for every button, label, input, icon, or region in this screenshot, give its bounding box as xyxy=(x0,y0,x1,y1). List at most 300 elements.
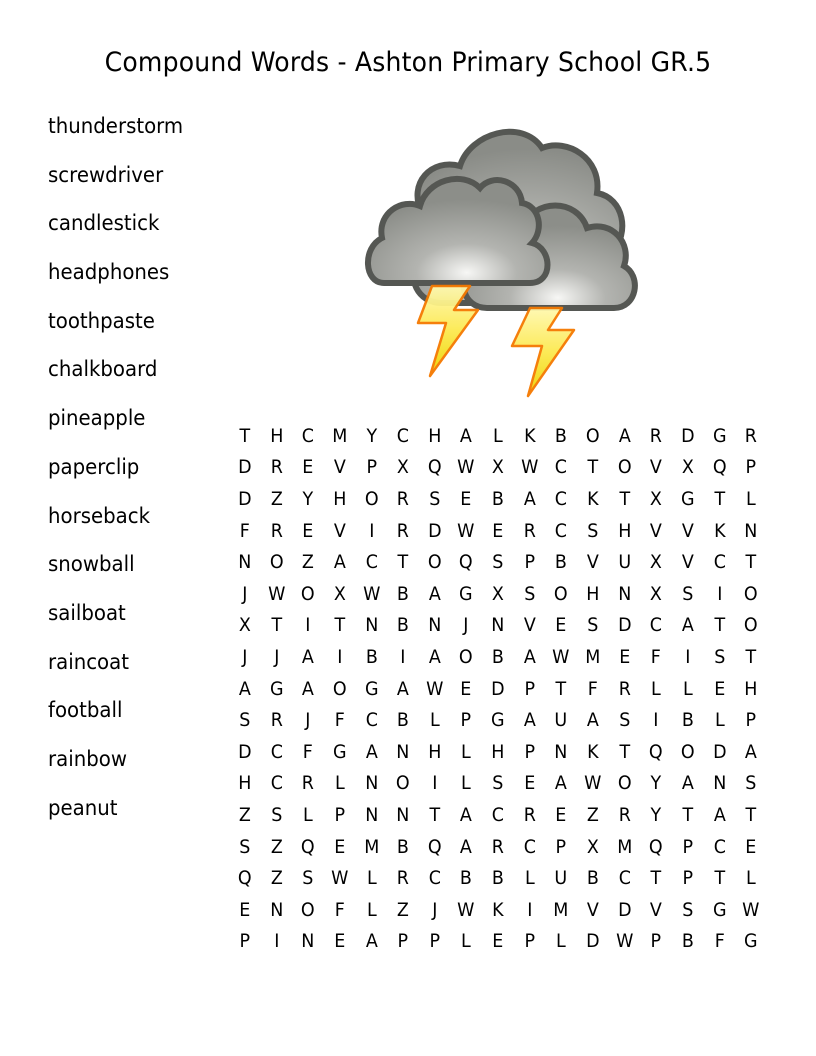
grid-cell[interactable]: C xyxy=(365,709,378,732)
grid-cell[interactable]: B xyxy=(365,645,378,668)
grid-cell[interactable]: K xyxy=(492,898,504,921)
grid-cell[interactable]: S xyxy=(618,709,631,732)
grid-cell[interactable]: X xyxy=(238,614,251,637)
grid-cell[interactable]: W xyxy=(362,582,381,605)
grid-cell[interactable]: B xyxy=(586,867,599,890)
grid-cell[interactable]: N xyxy=(617,582,632,605)
grid-cell[interactable]: C xyxy=(491,803,505,826)
grid-cell[interactable]: E xyxy=(555,803,567,826)
grid-cell[interactable]: B xyxy=(681,709,694,732)
word-list-item: peanut xyxy=(48,795,118,820)
front-cloud xyxy=(368,179,548,283)
grid-cell[interactable]: M xyxy=(616,835,633,858)
grid-cell[interactable]: Q xyxy=(712,456,727,479)
grid-cell[interactable]: M xyxy=(332,424,348,447)
grid-cell[interactable]: G xyxy=(491,709,505,732)
grid-cell[interactable]: T xyxy=(714,867,725,890)
grid-cell[interactable]: O xyxy=(427,551,442,574)
grid-cell[interactable]: I xyxy=(432,772,438,795)
grid-cell[interactable]: A xyxy=(365,740,378,763)
grid-cell[interactable]: B xyxy=(460,867,473,890)
grid-cell[interactable]: M xyxy=(585,645,601,668)
grid-cell[interactable]: N xyxy=(364,614,378,637)
grid-cell[interactable]: L xyxy=(651,677,662,700)
grid-cell[interactable]: P xyxy=(650,930,662,953)
grid-cell[interactable]: D xyxy=(617,614,632,637)
grid-cell[interactable]: Q xyxy=(649,835,664,858)
grid-cell[interactable]: C xyxy=(555,487,568,510)
grid-cell[interactable]: A xyxy=(618,424,631,447)
grid-cell[interactable]: X xyxy=(397,456,410,479)
grid-cell[interactable]: T xyxy=(271,614,282,637)
grid-cell[interactable]: G xyxy=(744,930,758,953)
grid-cell[interactable]: F xyxy=(587,677,598,700)
grid-cell[interactable]: V xyxy=(650,519,663,542)
word-list-item: horseback xyxy=(48,503,151,528)
grid-cell[interactable]: A xyxy=(713,803,726,826)
grid-cell[interactable]: G xyxy=(364,677,379,700)
grid-cell[interactable]: H xyxy=(491,740,505,763)
grid-cell[interactable]: T xyxy=(714,614,725,637)
grid-cell[interactable]: J xyxy=(463,614,469,637)
grid-cell[interactable]: O xyxy=(301,898,315,921)
grid-cell[interactable]: A xyxy=(460,803,473,826)
grid-cell[interactable]: D xyxy=(617,898,632,921)
grid-cell[interactable]: F xyxy=(334,709,345,732)
grid-cell[interactable]: A xyxy=(586,709,599,732)
grid-cell[interactable]: O xyxy=(301,582,315,605)
grid-cell[interactable]: K xyxy=(587,487,599,510)
grid-cell[interactable]: Q xyxy=(237,867,252,890)
grid-cell[interactable]: O xyxy=(617,456,632,479)
grid-cell[interactable]: A xyxy=(238,677,251,700)
grid-cell[interactable]: R xyxy=(270,709,283,732)
grid-cell[interactable]: N xyxy=(269,898,283,921)
grid-cell[interactable]: B xyxy=(397,709,410,732)
grid-cell[interactable]: H xyxy=(428,740,442,763)
grid-cell[interactable]: R xyxy=(650,424,663,447)
grid-cell[interactable]: E xyxy=(618,645,631,668)
grid-cell[interactable]: O xyxy=(744,614,758,637)
grid-cell[interactable]: C xyxy=(365,551,378,574)
grid-cell[interactable]: N xyxy=(396,740,410,763)
grid-cell[interactable]: I xyxy=(400,645,406,668)
grid-cell[interactable]: E xyxy=(460,487,472,510)
grid-cell[interactable]: Y xyxy=(650,803,662,826)
grid-cell[interactable]: S xyxy=(682,582,694,605)
grid-cell[interactable]: T xyxy=(587,456,599,479)
grid-cell[interactable]: C xyxy=(301,424,315,447)
grid-cell[interactable]: T xyxy=(745,645,757,668)
grid-cell[interactable]: R xyxy=(302,772,315,795)
grid-cell[interactable]: Q xyxy=(301,835,315,858)
grid-cell[interactable]: R xyxy=(396,519,410,542)
grid-cell[interactable]: E xyxy=(713,677,725,700)
grid-cell[interactable]: L xyxy=(524,867,535,890)
grid-cell[interactable]: R xyxy=(270,456,283,479)
grid-cell[interactable]: A xyxy=(460,835,473,858)
grid-cell[interactable]: A xyxy=(428,645,441,668)
grid-cell[interactable]: H xyxy=(238,772,252,795)
grid-cell[interactable]: W xyxy=(457,898,475,921)
grid-cell[interactable]: O xyxy=(396,772,410,795)
grid-cell[interactable]: F xyxy=(714,930,725,953)
grid-cell[interactable]: R xyxy=(270,519,283,542)
grid-cell[interactable]: F xyxy=(651,645,662,668)
grid-cell[interactable]: T xyxy=(650,867,662,890)
grid-cell[interactable]: C xyxy=(713,551,726,574)
grid-cell[interactable]: P xyxy=(682,835,694,858)
grid-cell[interactable]: N xyxy=(491,614,505,637)
grid-cell[interactable]: Y xyxy=(366,424,377,447)
grid-cell[interactable]: H xyxy=(617,519,632,542)
grid-cell[interactable]: N xyxy=(238,551,252,574)
grid-cell[interactable]: C xyxy=(555,456,568,479)
grid-cell[interactable]: T xyxy=(619,487,630,510)
grid-cell[interactable]: P xyxy=(366,456,377,479)
grid-cell[interactable]: L xyxy=(366,898,377,921)
grid-cell[interactable]: T xyxy=(334,614,346,637)
grid-cell[interactable]: L xyxy=(746,487,756,510)
grid-cell[interactable]: R xyxy=(396,867,410,890)
grid-cell[interactable]: L xyxy=(493,424,503,447)
grid-cell[interactable]: J xyxy=(242,582,248,605)
grid-cell[interactable]: S xyxy=(524,582,536,605)
grid-cell[interactable]: A xyxy=(302,645,315,668)
grid-cell[interactable]: C xyxy=(428,867,441,890)
grid-cell[interactable]: O xyxy=(554,582,569,605)
grid-cell[interactable]: D xyxy=(491,677,505,700)
grid-cell[interactable]: R xyxy=(618,677,631,700)
grid-cell[interactable]: K xyxy=(523,424,536,447)
grid-cell[interactable]: W xyxy=(267,582,286,605)
grid-cell[interactable]: N xyxy=(301,930,315,953)
grid-cell[interactable]: W xyxy=(457,519,475,542)
grid-cell[interactable]: W xyxy=(615,930,634,953)
grid-cell[interactable]: T xyxy=(714,487,725,510)
grid-cell[interactable]: Q xyxy=(427,456,442,479)
grid-cell[interactable]: C xyxy=(523,835,536,858)
grid-cell[interactable]: B xyxy=(397,582,410,605)
grid-cell[interactable]: S xyxy=(239,709,251,732)
grid-cell[interactable]: D xyxy=(427,519,442,542)
grid-cell[interactable]: R xyxy=(618,803,631,826)
grid-cell[interactable]: J xyxy=(432,898,438,921)
grid-cell[interactable]: S xyxy=(587,614,599,637)
grid-cell[interactable]: D xyxy=(238,456,252,479)
grid-cell[interactable]: L xyxy=(746,867,756,890)
grid-cell[interactable]: Z xyxy=(302,551,315,574)
grid-cell[interactable]: F xyxy=(303,740,314,763)
grid-cell[interactable]: S xyxy=(745,772,757,795)
grid-cell[interactable]: P xyxy=(524,930,535,953)
grid-cell[interactable]: Z xyxy=(270,487,283,510)
grid-cell[interactable]: N xyxy=(744,519,758,542)
grid-cell[interactable]: E xyxy=(334,835,346,858)
grid-cell[interactable]: X xyxy=(681,456,694,479)
grid-cell[interactable]: S xyxy=(492,772,504,795)
page-title: Compound Words - Ashton Primary School GR.5 xyxy=(104,47,712,78)
grid-cell[interactable]: D xyxy=(238,740,252,763)
grid-cell[interactable]: W xyxy=(331,867,349,890)
grid-cell[interactable]: R xyxy=(523,519,536,542)
grid-cell[interactable]: F xyxy=(334,898,345,921)
grid-cell[interactable]: K xyxy=(587,740,599,763)
grid-cell[interactable]: E xyxy=(302,519,314,542)
grid-cell[interactable]: L xyxy=(461,930,472,953)
grid-cell[interactable]: X xyxy=(491,582,504,605)
grid-cell[interactable]: H xyxy=(333,487,347,510)
grid-cell[interactable]: G xyxy=(332,740,347,763)
grid-cell[interactable]: A xyxy=(745,740,758,763)
word-list xyxy=(48,110,192,840)
grid-cell[interactable]: P xyxy=(429,930,440,953)
grid-cell[interactable]: E xyxy=(460,677,472,700)
word-list-item: toothpaste xyxy=(48,308,155,333)
grid-cell[interactable]: I xyxy=(653,709,659,732)
grid-cell[interactable]: X xyxy=(333,582,346,605)
grid-cell[interactable]: O xyxy=(585,424,600,447)
grid-cell[interactable]: C xyxy=(713,835,726,858)
grid-cell[interactable]: C xyxy=(650,614,663,637)
grid-cell[interactable]: L xyxy=(461,772,472,795)
grid-cell[interactable]: D xyxy=(681,424,695,447)
grid-cell[interactable]: S xyxy=(713,645,725,668)
grid-cell[interactable]: V xyxy=(586,898,599,921)
grid-cell[interactable]: G xyxy=(269,677,284,700)
grid-cell[interactable]: L xyxy=(303,803,313,826)
grid-cell[interactable]: L xyxy=(334,772,345,795)
grid-cell[interactable]: A xyxy=(523,709,536,732)
grid-cell[interactable]: R xyxy=(744,424,758,447)
grid-cell[interactable]: A xyxy=(681,772,694,795)
grid-cell[interactable]: A xyxy=(523,487,536,510)
grid-cell[interactable]: P xyxy=(555,835,567,858)
grid-cell[interactable]: T xyxy=(239,424,251,447)
grid-cell[interactable]: Y xyxy=(302,487,314,510)
grid-cell[interactable]: D xyxy=(238,487,252,510)
grid-cell[interactable]: V xyxy=(681,551,694,574)
grid-cell[interactable]: H xyxy=(428,424,442,447)
grid-cell[interactable]: E xyxy=(239,898,251,921)
grid-cell[interactable]: A xyxy=(681,614,694,637)
grid-cell[interactable]: M xyxy=(363,835,379,858)
grid-cell[interactable]: T xyxy=(555,677,567,700)
grid-cell[interactable]: V xyxy=(333,456,346,479)
grid-cell[interactable]: O xyxy=(269,551,284,574)
grid-cell[interactable]: P xyxy=(524,740,535,763)
grid-cell[interactable]: S xyxy=(682,898,694,921)
grid-cell[interactable]: I xyxy=(368,519,374,542)
grid-cell[interactable]: P xyxy=(461,709,472,732)
grid-cell[interactable]: L xyxy=(682,677,693,700)
grid-cell[interactable]: S xyxy=(587,519,599,542)
grid-cell[interactable]: Q xyxy=(427,835,442,858)
grid-cell[interactable]: K xyxy=(713,519,726,542)
grid-cell[interactable]: U xyxy=(554,709,568,732)
grid-cell[interactable]: L xyxy=(429,709,440,732)
grid-cell[interactable]: X xyxy=(650,487,663,510)
grid-cell[interactable]: A xyxy=(523,645,536,668)
grid-cell[interactable]: P xyxy=(745,709,757,732)
grid-cell[interactable]: M xyxy=(553,898,569,921)
grid-cell[interactable]: W xyxy=(520,456,539,479)
grid-cell[interactable]: W xyxy=(457,456,475,479)
grid-cell[interactable]: S xyxy=(492,551,504,574)
grid-cell[interactable]: R xyxy=(523,803,536,826)
grid-cell[interactable]: Z xyxy=(586,803,599,826)
grid-cell[interactable]: B xyxy=(681,930,694,953)
grid-cell[interactable]: C xyxy=(396,424,410,447)
grid-cell[interactable]: N xyxy=(428,614,442,637)
grid-cell[interactable]: L xyxy=(366,867,377,890)
grid-cell[interactable]: H xyxy=(586,582,600,605)
grid-cell[interactable]: D xyxy=(586,930,600,953)
grid-cell[interactable]: A xyxy=(555,772,568,795)
grid-cell[interactable]: E xyxy=(334,930,346,953)
grid-cell[interactable]: Q xyxy=(459,551,474,574)
grid-cell[interactable]: N xyxy=(396,803,410,826)
grid-cell[interactable]: O xyxy=(459,645,474,668)
grid-cell[interactable]: V xyxy=(586,551,599,574)
grid-cell[interactable]: O xyxy=(364,487,379,510)
grid-cell[interactable]: S xyxy=(429,487,441,510)
lightning-bolt-right xyxy=(512,308,574,396)
grid-cell[interactable]: P xyxy=(239,930,251,953)
grid-cell[interactable]: B xyxy=(491,867,504,890)
grid-cell[interactable]: E xyxy=(524,772,536,795)
grid-cell[interactable]: C xyxy=(270,740,283,763)
grid-cell[interactable]: B xyxy=(397,614,410,637)
grid-cell[interactable]: C xyxy=(555,519,568,542)
grid-cell[interactable]: E xyxy=(555,614,567,637)
grid-cell[interactable]: W xyxy=(552,645,570,668)
grid-cell[interactable]: O xyxy=(680,740,695,763)
grid-cell[interactable]: A xyxy=(365,930,378,953)
grid-cell[interactable]: T xyxy=(682,803,694,826)
grid-cell[interactable]: P xyxy=(524,551,535,574)
grid-cell[interactable]: H xyxy=(744,677,758,700)
grid-cell[interactable]: A xyxy=(333,551,346,574)
grid-cell[interactable]: H xyxy=(269,424,284,447)
grid-cell[interactable]: P xyxy=(745,456,757,479)
grid-cell[interactable]: X xyxy=(586,835,599,858)
grid-cell[interactable]: N xyxy=(364,803,378,826)
grid-cell[interactable]: N xyxy=(712,772,726,795)
grid-cell[interactable]: T xyxy=(429,803,441,826)
grid-cell[interactable]: X xyxy=(491,456,504,479)
grid-cell[interactable]: T xyxy=(619,740,630,763)
grid-cell[interactable]: J xyxy=(242,645,248,668)
grid-cell[interactable]: B xyxy=(491,645,504,668)
grid-cell[interactable]: O xyxy=(332,677,347,700)
grid-cell[interactable]: O xyxy=(617,772,632,795)
grid-cell[interactable]: E xyxy=(302,456,314,479)
grid-cell[interactable]: V xyxy=(681,519,694,542)
grid-cell[interactable]: I xyxy=(305,614,311,637)
word-search-grid xyxy=(229,420,767,957)
grid-cell[interactable]: N xyxy=(554,740,568,763)
grid-cell[interactable]: U xyxy=(618,551,631,574)
grid-cell[interactable]: A xyxy=(302,677,315,700)
grid-cell[interactable]: R xyxy=(491,835,505,858)
grid-cell[interactable]: W xyxy=(742,898,760,921)
grid-cell[interactable]: E xyxy=(492,519,504,542)
grid-cell[interactable]: O xyxy=(744,582,758,605)
grid-cell[interactable]: Z xyxy=(397,898,410,921)
grid-cell[interactable]: L xyxy=(714,709,725,732)
grid-cell[interactable]: A xyxy=(460,424,473,447)
grid-cell[interactable]: J xyxy=(305,709,311,732)
grid-cell[interactable]: C xyxy=(618,867,631,890)
grid-cell[interactable]: V xyxy=(650,456,663,479)
grid-cell[interactable]: Q xyxy=(649,740,664,763)
grid-cell[interactable]: A xyxy=(428,582,441,605)
grid-cell[interactable]: P xyxy=(682,867,694,890)
grid-cell[interactable]: J xyxy=(273,645,280,668)
grid-cell[interactable]: T xyxy=(397,551,409,574)
grid-cell[interactable]: C xyxy=(270,772,283,795)
grid-cell[interactable]: U xyxy=(554,867,568,890)
grid-cell[interactable]: B xyxy=(555,424,568,447)
grid-cell[interactable]: I xyxy=(685,645,691,668)
grid-cell[interactable]: S xyxy=(270,803,283,826)
grid-cell[interactable]: Y xyxy=(650,772,662,795)
grid-cell[interactable]: B xyxy=(397,835,410,858)
grid-cell[interactable]: F xyxy=(239,519,250,542)
grid-cell[interactable]: I xyxy=(527,898,533,921)
grid-cell[interactable]: G xyxy=(712,898,727,921)
grid-cell[interactable]: P xyxy=(334,803,346,826)
word-list-item: screwdriver xyxy=(48,162,164,187)
grid-cell[interactable]: T xyxy=(745,551,757,574)
grid-cell[interactable]: L xyxy=(461,740,472,763)
grid-cell[interactable]: G xyxy=(712,424,727,447)
grid-cell[interactable]: X xyxy=(650,551,663,574)
grid-cell[interactable]: Z xyxy=(270,867,283,890)
grid-cell[interactable]: T xyxy=(745,803,757,826)
grid-cell[interactable]: D xyxy=(712,740,727,763)
grid-cell[interactable]: Z xyxy=(270,835,283,858)
grid-cell[interactable]: E xyxy=(745,835,757,858)
grid-cell[interactable]: B xyxy=(555,551,568,574)
grid-cell[interactable]: N xyxy=(364,772,378,795)
word-list-item: raincoat xyxy=(48,649,129,674)
grid-cell[interactable]: G xyxy=(459,582,474,605)
grid-cell[interactable]: R xyxy=(396,487,410,510)
grid-cell[interactable]: A xyxy=(397,677,409,700)
grid-cell[interactable]: S xyxy=(239,835,251,858)
grid-cell[interactable]: W xyxy=(584,772,602,795)
grid-cell[interactable]: I xyxy=(337,645,343,668)
grid-cell[interactable]: L xyxy=(556,930,567,953)
grid-cell[interactable]: I xyxy=(273,930,280,953)
grid-cell[interactable]: B xyxy=(491,487,504,510)
grid-cell[interactable]: S xyxy=(302,867,314,890)
grid-cell[interactable]: P xyxy=(524,677,535,700)
grid-cell[interactable]: G xyxy=(681,487,695,510)
grid-cell[interactable]: I xyxy=(716,582,723,605)
grid-cell[interactable]: P xyxy=(397,930,409,953)
grid-cell[interactable]: X xyxy=(650,582,663,605)
grid-cell[interactable]: V xyxy=(650,898,663,921)
grid-cell[interactable]: V xyxy=(523,614,536,637)
grid-cell[interactable]: W xyxy=(426,677,444,700)
grid-cell[interactable]: V xyxy=(333,519,346,542)
grid-cell[interactable]: E xyxy=(492,930,504,953)
word-list-item: candlestick xyxy=(48,211,160,236)
grid-cell[interactable]: Z xyxy=(238,803,251,826)
